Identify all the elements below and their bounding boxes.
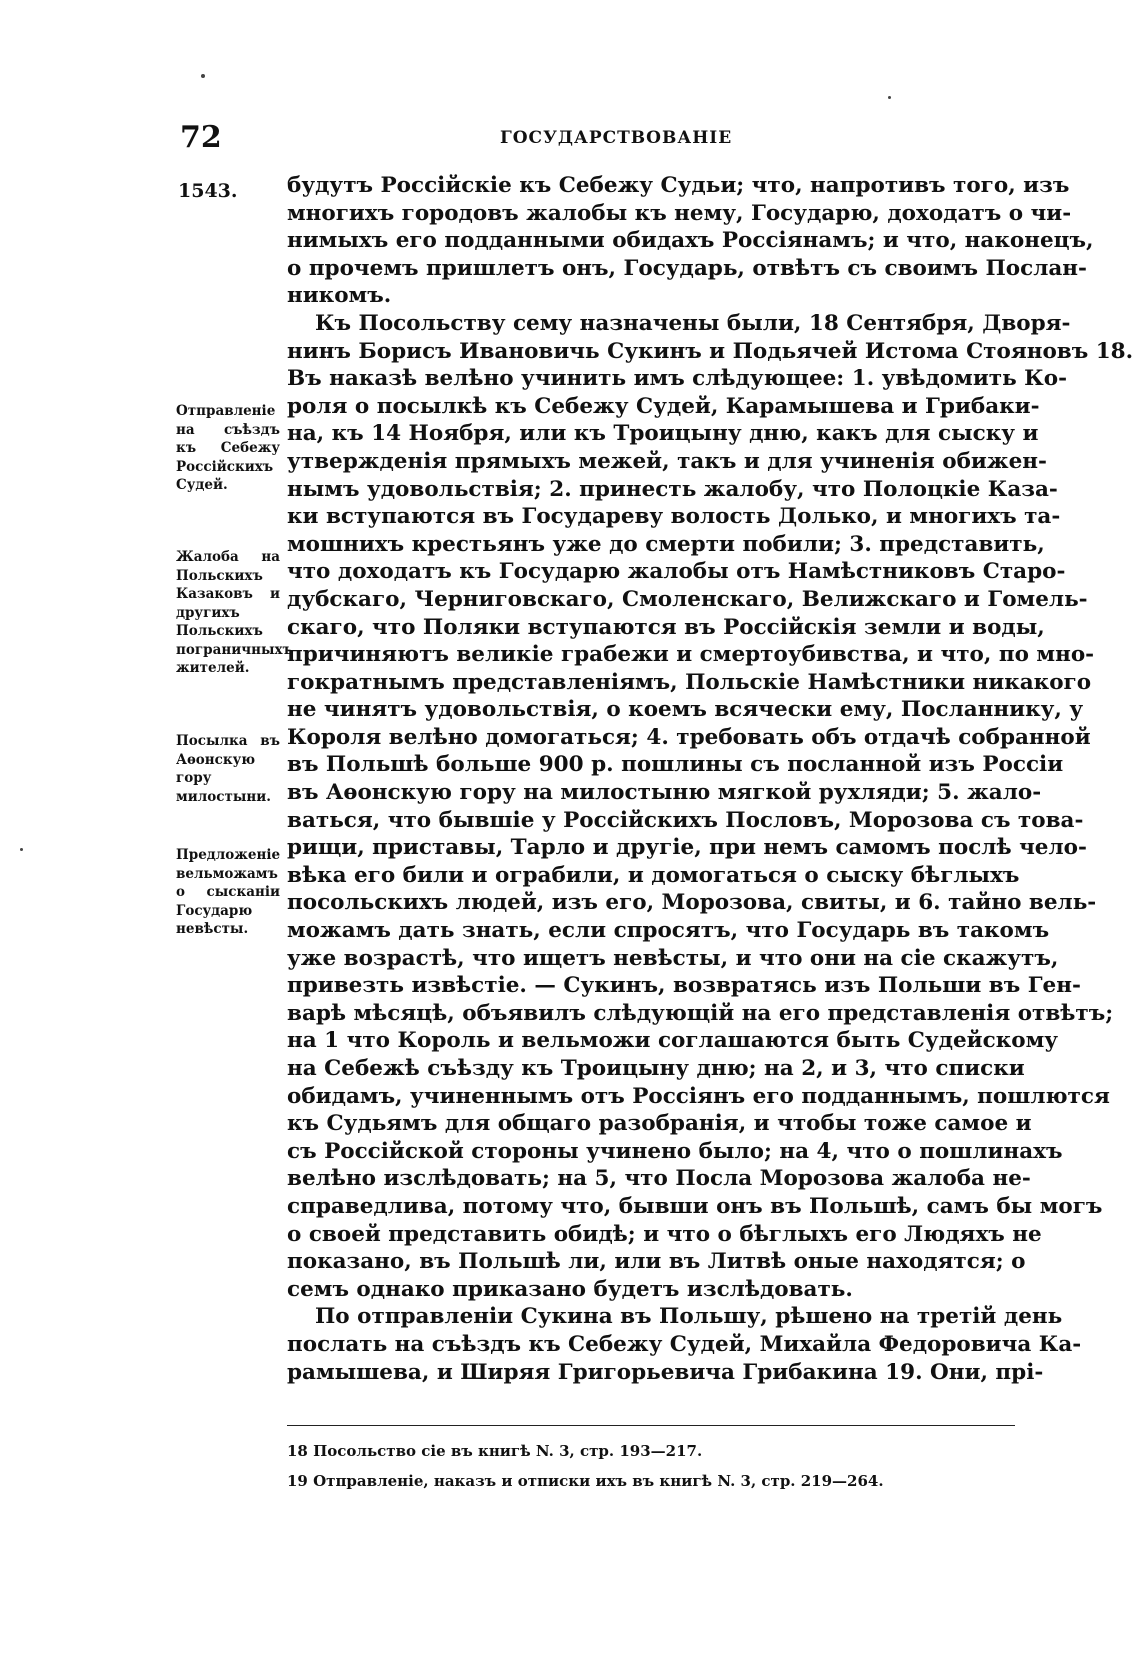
text-line: варѣ мѣсяцѣ, объявилъ слѣдующій на его представленія отвѣтъ;: [287, 1000, 1114, 1026]
text-line: не чинятъ удовольствія, о коемъ всячески ему, Посланнику, у: [287, 697, 1084, 723]
text-line: о прочемъ пришлетъ онъ, Государь, отвѣтъ съ своимъ Послан-: [287, 255, 1087, 281]
scan-speck: [20, 848, 23, 851]
text-line: обидамъ, учиненнымъ отъ Россіянъ его подданнымъ, пошлются: [287, 1083, 1110, 1109]
margin-note: Отправленіе на съѣздъ къ Себежу Россійскихъ Судей.: [176, 403, 280, 493]
text-line: будутъ Россійскіе къ Себежу Судьи; что, напротивъ того, изъ: [287, 173, 1070, 198]
text-line: роля о посылкѣ къ Себежу Судей, Карамышева и Грибаки-: [287, 393, 1040, 419]
text-line: нымъ удовольствія; 2. принесть жалобу, что Полоцкіе Каза-: [287, 476, 1058, 502]
text-line: справедлива, потому что, бывши онъ въ Польшѣ, самъ бы могъ: [287, 1193, 1103, 1219]
text-line: о своей представить обидѣ; и что о бѣглыхъ его Людяхъ не: [287, 1221, 1042, 1247]
footnote: 18 Посольство сіе въ книгѣ N. 3, стр. 193—217.: [287, 1442, 703, 1460]
body-text: [287, 172, 1134, 1386]
text-line: рищи, приставы, Тарло и другіе, при немъ самомъ послѣ чело-: [287, 835, 1087, 861]
text-line: По отправленіи Сукина въ Польшу, рѣшено на третій день: [315, 1304, 1063, 1330]
text-line: дубскаго, Черниговскаго, Смоленскаго, Велижскаго и Гомель-: [287, 586, 1088, 612]
text-line: въ Аѳонскую гору на милостыню мягкой рухляди; 5. жало-: [287, 780, 1042, 806]
margin-note: Жалоба на Польскихъ Казаковъ и другихъ Польскихъ пограничныхъ жителей.: [176, 549, 293, 676]
text-line: многихъ городовъ жалобы къ нему, Государю, доходатъ о чи-: [287, 200, 1072, 226]
text-line: къ Судьямъ для общаго разобранія, и чтобы тоже самое и: [287, 1111, 1032, 1137]
text-line: что доходатъ къ Государю жалобы отъ Намѣстниковъ Старо-: [287, 559, 1066, 585]
text-line: велѣно изслѣдовать; на 5, что Посла Морозова жалоба не-: [287, 1166, 1031, 1192]
text-line: мошнихъ крестьянъ уже до смерти побили; 3. представить,: [287, 531, 1045, 557]
text-line: можамъ дать знать, если спросятъ, что Государь въ такомъ: [287, 918, 1050, 944]
margin-note: Предложеніе вельможамъ о сысканіи Государю невѣсты.: [176, 847, 281, 937]
text-line: на Себежѣ съѣзду къ Троицыну дню; на 2, и 3, что списки: [287, 1056, 1025, 1081]
text-line: Короля велѣно домогаться; 4. требовать объ отдачѣ собранной: [287, 724, 1091, 750]
text-line: нимыхъ его подданными обидахъ Россіянамъ; и что, наконецъ,: [287, 228, 1094, 254]
footnotes: [287, 1425, 1015, 1496]
text-line: на 1 что Король и вельможи соглашаются быть Судейскому: [287, 1028, 1059, 1054]
text-line: Въ наказѣ велѣно учинить имъ слѣдующее: 1. увѣдомить Ко-: [287, 366, 1067, 392]
text-line: гократнымъ представленіямъ, Польскіе Намѣстники никакого: [287, 669, 1092, 695]
text-line: съ Россійской стороны учинено было; на 4, что о пошлинахъ: [287, 1138, 1063, 1164]
text-line: посольскихъ людей, изъ его, Морозова, свиты, и 6. тайно вель-: [287, 890, 1097, 916]
year-marker: 1543.: [178, 180, 238, 202]
text-line: показано, въ Польшѣ ли, или въ Литвѣ оные находятся; о: [287, 1249, 1026, 1275]
text-line: уже возрастѣ, что ищетъ невѣсты, и что они на сіе скажутъ,: [287, 945, 1059, 971]
text-line: утвержденія прямыхъ межей, такъ и для учиненія обижен-: [287, 448, 1047, 474]
text-line: Къ Посольству сему назначены были, 18 Сентября, Дворя-: [315, 310, 1071, 336]
scan-speck: [888, 96, 891, 99]
text-line: нинъ Борисъ Ивановичь Сукинъ и Подьячей Истома Стояновъ 18.: [287, 338, 1134, 364]
text-line: причиняютъ великіе грабежи и смертоубивства, и что, по мно-: [287, 642, 1095, 668]
running-head: ГОСУДАРСТВОВАНІЕ: [500, 128, 733, 148]
text-line: на, къ 14 Ноября, или къ Троицыну дню, какъ для сыску и: [287, 421, 1039, 447]
text-line: скаго, что Поляки вступаются въ Россійскія земли и воды,: [287, 614, 1045, 640]
page-number: 72: [180, 120, 222, 155]
footnote: 19 Отправленіе, наказъ и отписки ихъ въ книгѣ N. 3, стр. 219—264.: [287, 1472, 884, 1490]
text-line: никомъ.: [287, 283, 392, 309]
text-line: ки вступаются въ Государеву волость Долько, и многихъ та-: [287, 504, 1061, 530]
text-line: въ Польшѣ больше 900 р. пошлины съ посланной изъ Россіи: [287, 752, 1064, 778]
text-line: ваться, что бывшіе у Россійскихъ Пословъ, Морозова съ това-: [287, 807, 1084, 833]
text-line: семъ однако приказано будетъ изслѣдовать.: [287, 1276, 853, 1302]
text-line: рамышева, и Ширяя Григорьевича Грибакина 19. Они, прі-: [287, 1359, 1044, 1385]
text-line: привезть извѣстіе. — Сукинъ, возвратясь изъ Польши въ Ген-: [287, 973, 1081, 999]
text-line: вѣка его били и ограбили, и домогаться о сыску бѣглыхъ: [287, 862, 1020, 888]
text-line: послать на съѣздъ къ Себежу Судей, Михайла Федоровича Ка-: [287, 1331, 1082, 1357]
scan-speck: [201, 74, 205, 78]
margin-note: Посылка въ Аѳонскую гору милостыни.: [176, 733, 280, 805]
